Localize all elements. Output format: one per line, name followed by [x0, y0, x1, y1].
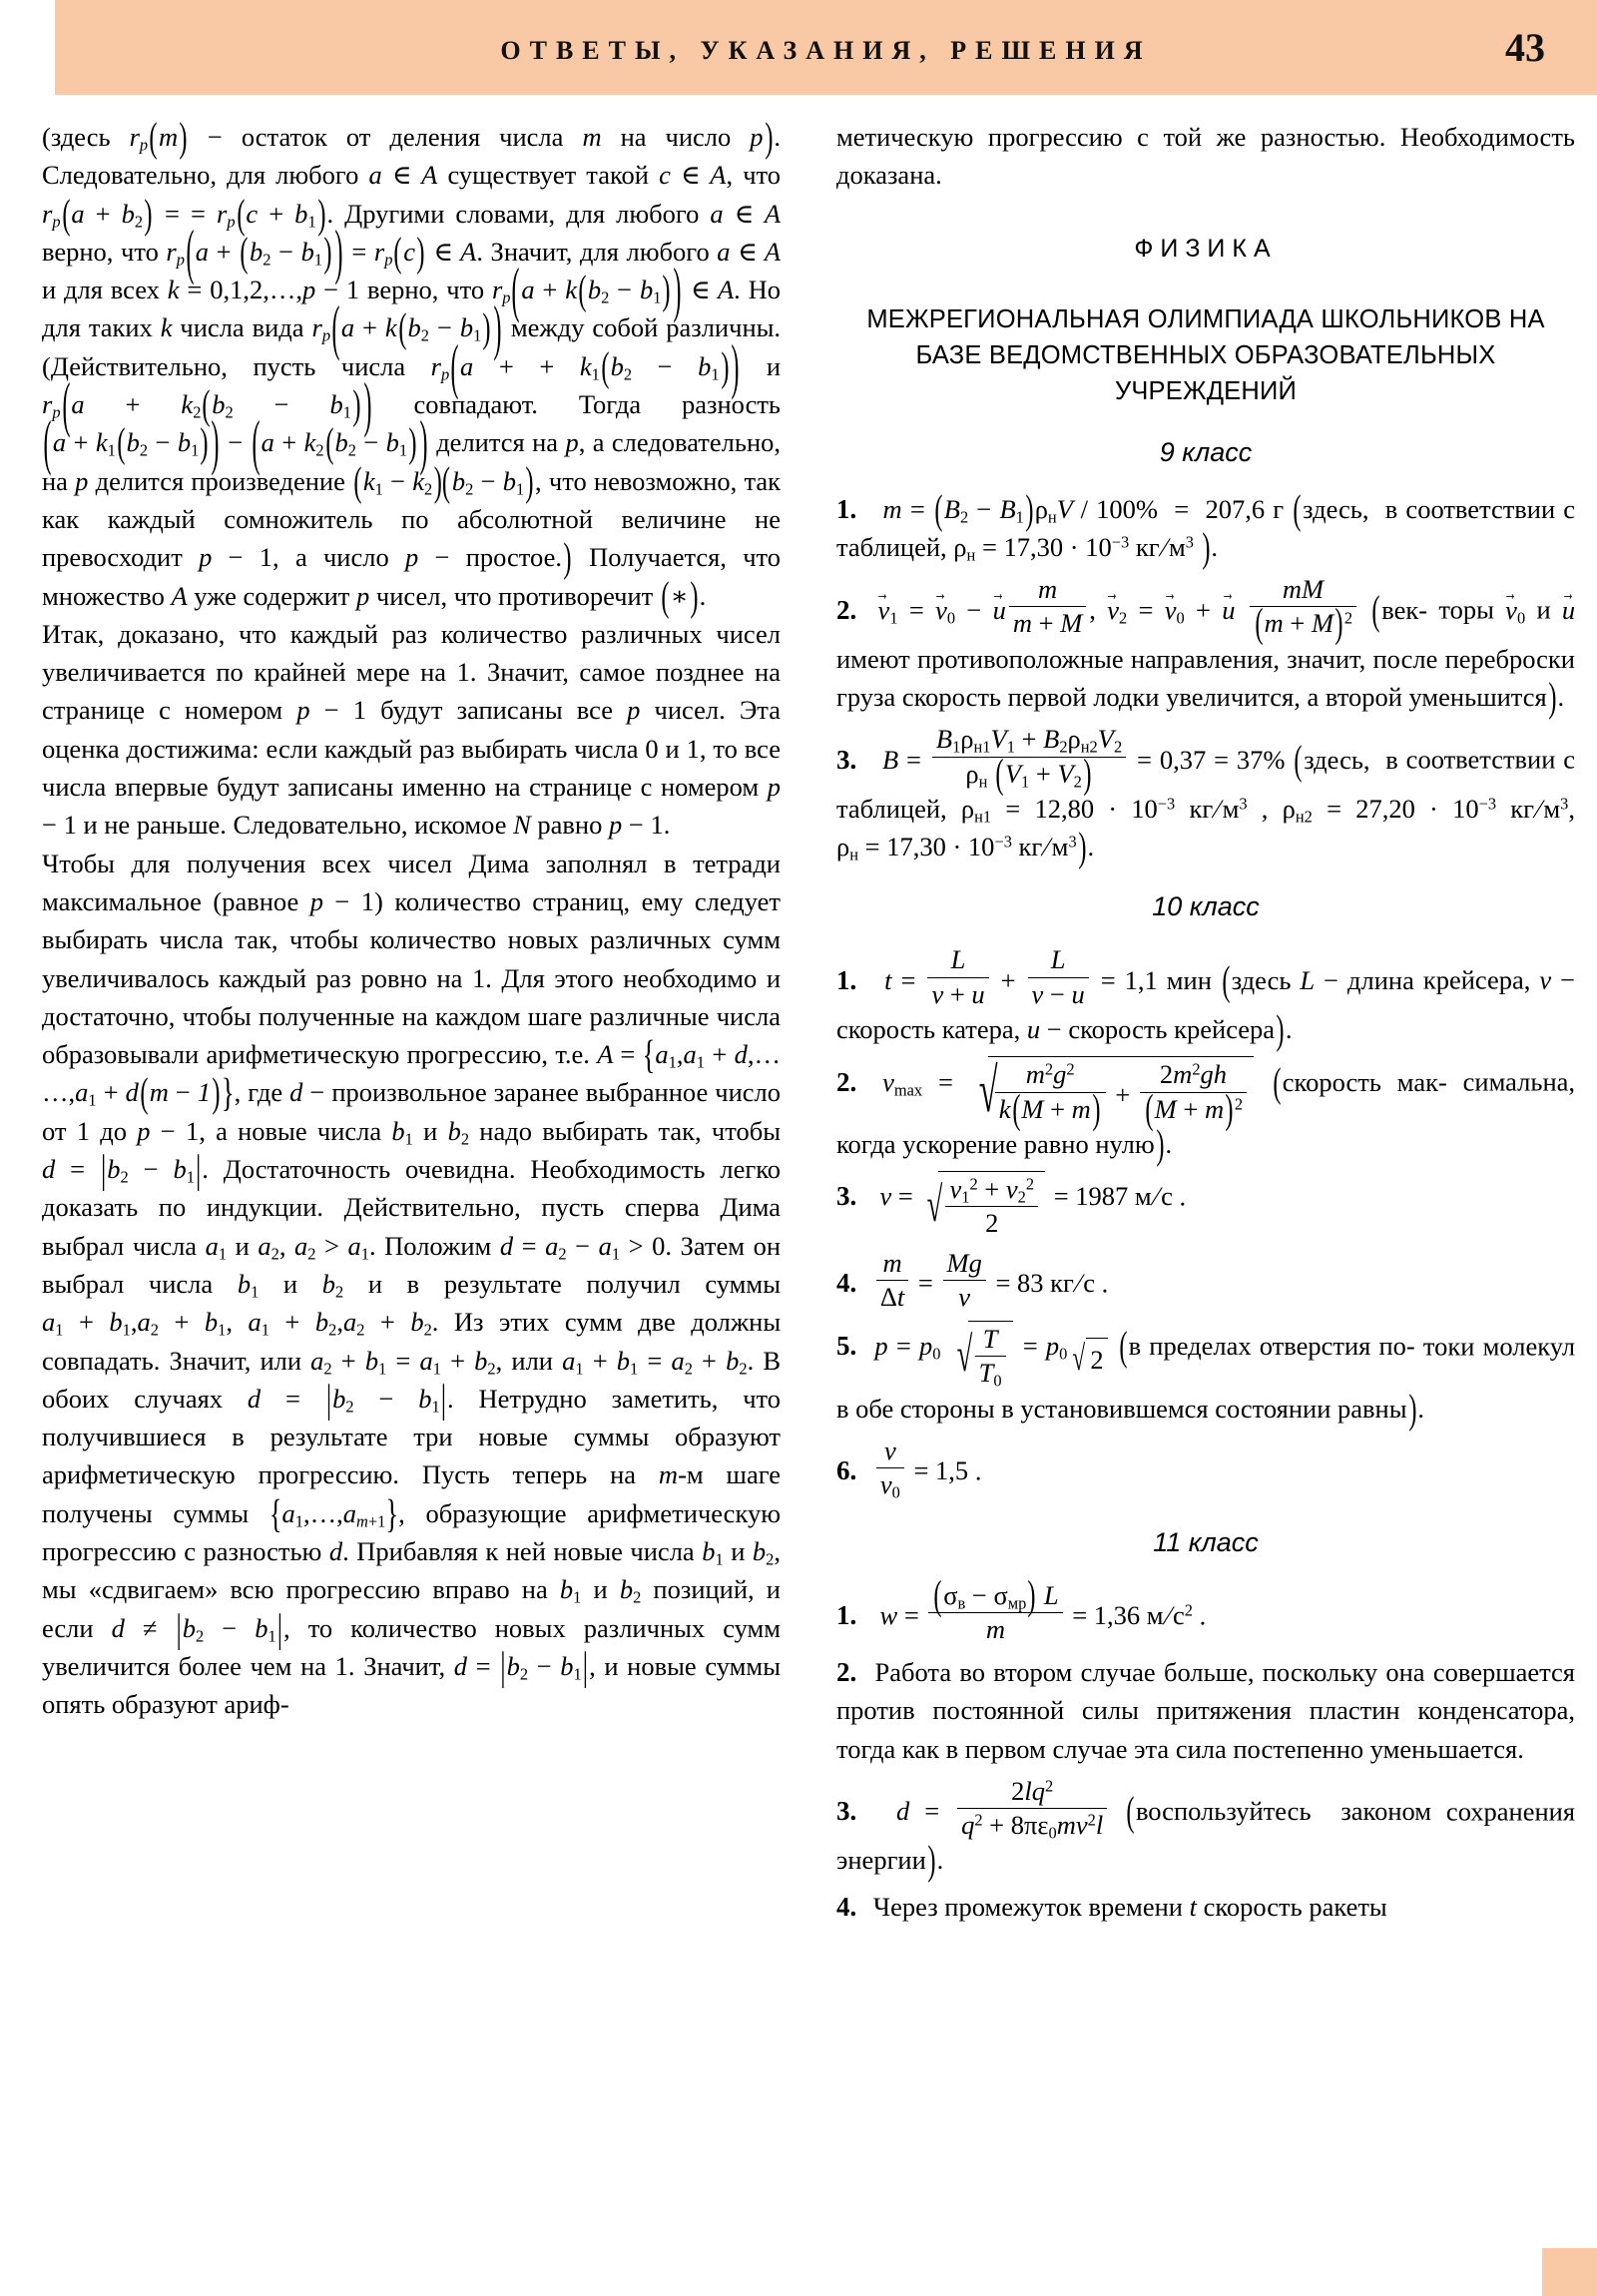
grade-heading-9: 9 класс	[1159, 436, 1253, 467]
item-number: 3.	[836, 744, 857, 775]
subject-heading: ФИЗИКА	[1134, 234, 1278, 263]
formula-9-3: B = $\frac{B_1\rho_{н1}V_1 + B_2\rho_{н2}V_2}{\rho_н (V_1 + V_2)}$ = 0,37 = 37%	[874, 724, 1286, 797]
page-body	[0, 113, 1597, 2234]
answer-item-10-1: 1. t = $\frac{L}{v + u}$ + $\frac{L}{v - u}$ = 1,1 мин (здесь L − длина крейсера, v − скорость катера, u − скорость крейсера).	[836, 944, 1576, 1053]
formula-9-1: $m = (B_2 - B_1)\rho_нV / 100\% = 207,6$ г	[874, 485, 1285, 532]
page-number: 43	[1505, 25, 1545, 70]
answer-item-9-3: 3. B = $\frac{B_1\rho_{н1}V_1 + B_2\rho_{н2}V_2}{\rho_н (V_1 + V_2)}$ = 0,37 = 37% (здесь, в соответствии с таблицей, $\rho_{н1} = 12,80 \cdot 10^{-3}$ $кг/м^3$ , $\rho_{н2} = 27,20 \cdot 10^{-3}$ $кг/м^3$, $\rho_н = 17,30 \cdot 10^{-3}$ $кг/м^3$).	[836, 724, 1576, 870]
formula-10-4: $\frac{m}{\Delta t}$ = $\frac{Mg}{v}$ = 83 кг/с	[873, 1268, 1095, 1298]
formula-10-6: $\frac{v}{v_0}$ = 1,5	[873, 1455, 968, 1485]
item-number: 4.	[836, 1268, 857, 1299]
formula-10-3: v = √ $\frac{v_1^2 + v_2^2}{2}$ = 1987 м/с	[873, 1181, 1173, 1211]
item-number: 2.	[836, 1066, 857, 1097]
formula-10-1: t = $\frac{L}{v + u}$ + $\frac{L}{v - u}$ = 1,1 мин	[875, 944, 1212, 1009]
answer-item-11-2	[836, 1653, 1575, 1768]
item-number: 6.	[836, 1455, 857, 1486]
item-number: 1.	[836, 493, 857, 524]
right-column	[836, 118, 1575, 1934]
item-number: 3.	[836, 1796, 857, 1827]
formula-11-3: d = $\frac{2lq^2}{q^2 + 8\pi\varepsilon_0mv^2l}$	[881, 1796, 1110, 1826]
answer-text-11-2: Работа во втором случае больше, поскольку она совершается против постоянной силы притяжения пластин конденсатора, тогда как в первом случае эта сила постепенно уменьшается.	[836, 1657, 1575, 1764]
answer-item-10-4: 4. $\frac{m}{\Delta t}$ = $\frac{Mg}{v}$ = 83 кг/с .	[836, 1247, 1109, 1312]
page-title: ОТВЕТЫ, УКАЗАНИЯ, РЕШЕНИЯ	[500, 36, 1152, 65]
answer-item-10-2: 2. $v_{max}$ = √ $\frac{m^2g^2}{k(M + m)}$ + $\frac{2m^2gh}{(M + m)^2}$ (скорость мак- симальна, когда ускорение равно нулю).	[836, 1056, 1576, 1167]
grade-heading-10: 10 класс	[1152, 891, 1260, 922]
answer-item-10-3: 3. v = √ $\frac{v_1^2 + v_2^2}{2}$ = 1987 м/с .	[836, 1171, 1575, 1240]
item-number: 4.	[836, 1891, 857, 1922]
olympiad-heading: МЕЖРЕГИОНАЛЬНАЯ ОЛИМПИАДА ШКОЛЬНИКОВ НА БАЗЕ ВЕДОМСТВЕННЫХ ОБРАЗОВАТЕЛЬНЫХ УЧРЕЖДЕНИЙ	[866, 304, 1545, 405]
item-number: 3.	[836, 1181, 857, 1212]
item-number: 5.	[836, 1331, 857, 1362]
answer-item-10-5: 5. $p = p_0$ √ $\frac{T}{T_0}$ = $p_0$ √ 2 (в пределах отверстия по- токи молекул в обе стороны в установившемся состоянии равны).	[836, 1323, 1576, 1432]
answer-item-9-2: 2. $v \to_1 = v \to_0 - u$ → $\frac{m}{m + M}$ , $v \to_2 = v \to_0 + u$ → $\frac{mM}{(m + M)^2}$ (век- торы $v \to_0$ и u → имеют противоположные направления, значит, после переброски груза скорость первой лодки увеличится, а второй уменьшится).	[836, 574, 1575, 716]
item-number: 2.	[836, 594, 857, 625]
formula-10-5: $p = p_0$ √ $\frac{T}{T_0}$ = $p_0$ √ 2	[874, 1331, 1109, 1361]
item-number: 1.	[836, 1600, 857, 1631]
paragraph-proof-3: Чтобы для получения всех чисел Дима заполнял в тетради максимальное (равное p − 1) количество страниц, ему следует выбирать числа так, чтобы количество новых различных сумм увеличивалось каждый раз ровно на 1. Для этого необходимо и достаточно, чтобы полученные на каждом шаге различные числа образовывали арифметическую прогрессию, т.е. $A = \{a_1,a_1$ + d,… $\dots,a_1 + d(m - 1)$}, где d − произвольное заранее выбранное число от 1 до p − 1, а новые числа $b_1$ и $b_2$ надо выбирать так, чтобы $d = |b_2 - b_1|$. Достаточность очевидна. Необходимость легко доказать по индукции. Действительно, пусть сперва Дима выбрал числа $a_1$ и $a_2$, $a_2 > a_1$. Положим $d = a_2 - a_1 > 0$. Затем он выбрал числа $b_1$ и $b_2$ и в результате получил суммы $a_1 + b_1,a_2 + b_1$, $a_1 + b_2,a_2 + b_2$. Из этих сумм две должны совпадать. Значит, или $a_2 + b_1 = a_1 + b_2$, или $a_1 + b_1 = a_2 + b_2$. В обоих случаях $d = |b_2 - b_1|$. Нетрудно заметить, что получившиеся в результате три новые суммы образуют арифметическую прогрессию. Пусть теперь на m-м шаге получены суммы $\{a_1,\dots,a_{m+1}\}$, образующие арифметическую прогрессию с разностью d. Прибавляя к ней новые числа $b_1$ и $b_2$, мы «сдвигаем» всю прогрессию вправо на $b_1$ и $b_2$ позиций, и если $d \ne |b_2 - b_1|$, то количество новых различных сумм увеличится более чем на 1. Значит, $d = |b_2 - b_1|$, и новые суммы опять образуют ариф-	[42, 848, 782, 1720]
paragraph-continuation: метическую прогрессию с той же разностью. Необходимость доказана.	[836, 122, 1575, 191]
left-column	[42, 113, 782, 1723]
answer-item-11-4: 4. Через промежуток времени t скорость ракеты	[836, 1891, 1387, 1922]
corner-decoration-block	[1542, 2248, 1597, 2296]
answer-item-11-3: 3. d = $\frac{2lq^2}{q^2 + 8\pi\varepsilon_0mv^2l}$ (воспользуйтесь законом сохранения энергии).	[836, 1775, 1576, 1884]
item-number: 1.	[836, 964, 857, 995]
answer-item-11-1: 1. w = $\frac{(\sigma_в - \sigma_{мр}) L}{m}$ = 1,36 $м/с^2$ .	[836, 1570, 1207, 1644]
item-number: 2.	[836, 1657, 857, 1688]
answer-item-10-6: 6. $\frac{v}{v_0}$ = 1,5 .	[836, 1435, 982, 1502]
formula-11-1: w = $\frac{(\sigma_в - \sigma_{мр}) L}{m}$ = 1,36 $м/с^2$	[872, 1570, 1193, 1644]
paragraph-proof-1: (здесь $r_p(m)$ − остаток от деления числа m на число p). Следовательно, для любого a ∈ A существует такой c ∈ A, что $r_p(a + b_2)$ = = $r_p(c + b_1)$. Другими словами, для любого a ∈ A верно, что $r_p(a + (b_2 - b_1)$ ) = $r_p(c)$ ∈ A. Значит, для любого a ∈ A и для всех k = 0,1,2,…,p − 1 верно, что $r_p(a + k(b_2 - b_1)$ ) ∈ A. Но для таких k числа вида $r_p(a + k(b_2 - b_1)$ ) между собой различны. (Действительно, пусть числа $r_p(a$ + + $k_1(b_2 - b_1)$ ) и $r_p(a + k_2(b_2 - b_1)$ ) совпадают. Тогда разность ($a + k_1(b_2 - b_1)$ ) − ($a + k_2(b_2 - b_1)$ ) делится на p, а следовательно, на p делится произведение $(k_1 - k_2)(b_2 - b_1)$, что невозможно, так как каждый сомножитель по абсолютной величине не превосходит p − 1, а число p − простое.) Получается, что множество A уже содержит p чисел, что противоречит (∗).	[42, 113, 782, 619]
grade-heading-11: 11 класс	[1153, 1526, 1259, 1557]
formula-9-2: $v \to_1 = v \to_0 - u$ → $\frac{m}{m + M}$	[878, 595, 1090, 625]
paragraph-proof-2: Итак, доказано, что каждый раз количество различных чисел увеличивается по крайней мере на 1. Значит, самое позднее на странице с номером p − 1 будут записаны все p чисел. Эта оценка достижима: если каждый раз выбирать числа 0 и 1, то все числа впервые будут записаны именно на странице с номером p − 1 и не раньше. Следовательно, искомое N равно p − 1.	[42, 618, 781, 841]
formula-10-2: $v_{max}$ = √ $\frac{m^2g^2}{k(M + m)}$ + $\frac{2m^2gh}{(M + m)^2}$	[882, 1067, 1256, 1097]
answer-item-9-1: 1. $m = (B_2 - B_1)\rho_нV / 100\% = 207,6$ г (здесь, в соответствии с таблицей, $\rho_н = 17,30 \cdot 10^{-3}$ $кг/м^3$ ).	[836, 485, 1576, 571]
running-head-bar	[55, 0, 1597, 95]
